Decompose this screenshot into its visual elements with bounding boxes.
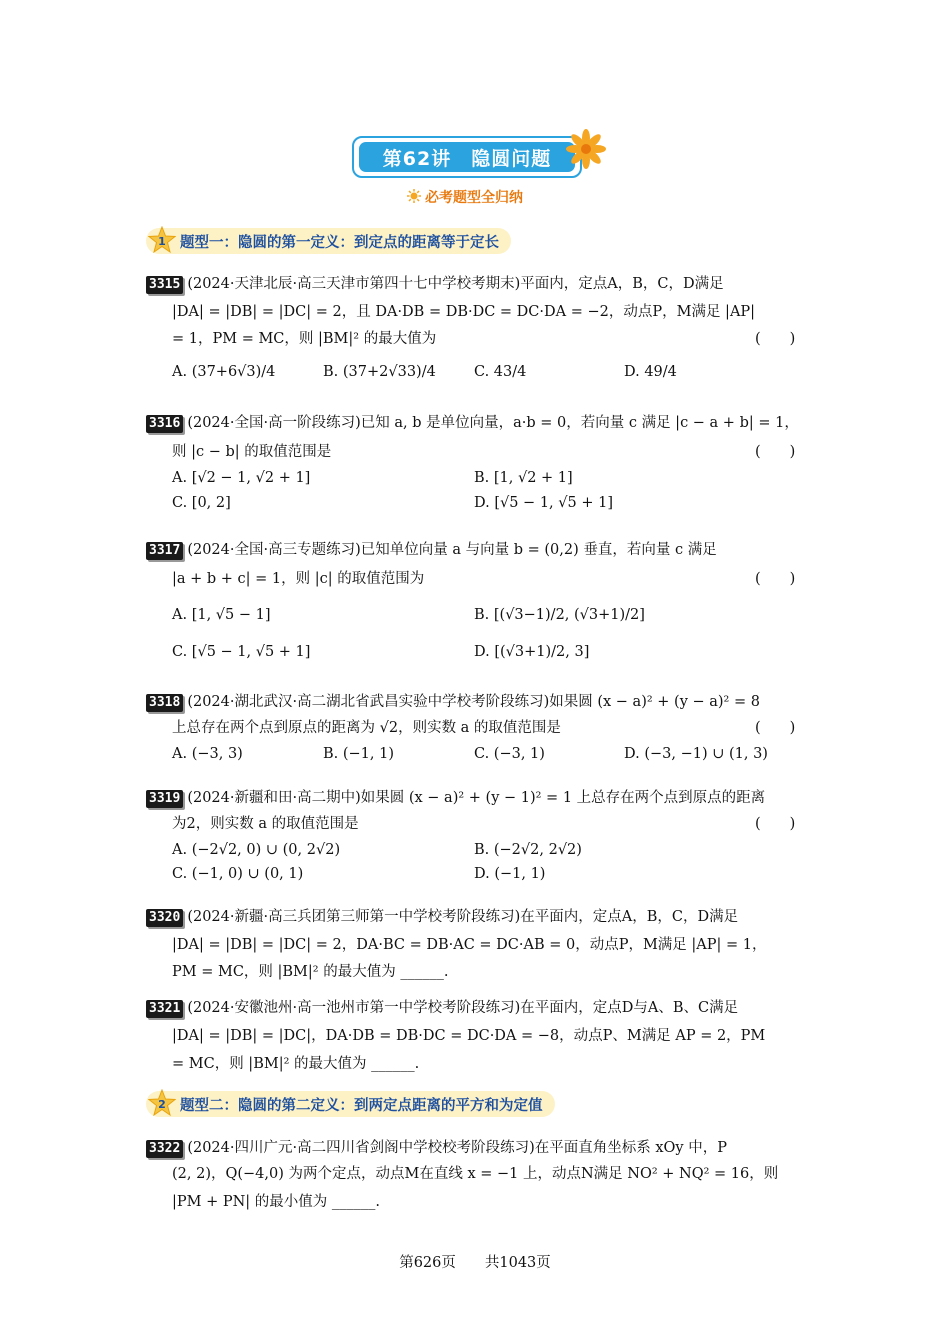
- option-a: A. [√2 − 1, √2 + 1]: [172, 470, 311, 486]
- section-1-title: 题型一：隐圆的第一定义：到定点的距离等于定长: [180, 234, 499, 251]
- question-3317-line-2: |a + b + c| = 1，则 |c| 的取值范围为: [172, 571, 425, 587]
- question-number: 3316: [146, 415, 183, 433]
- option-c: C. [√5 − 1, √5 + 1]: [172, 644, 311, 660]
- star-number-icon: [148, 1089, 176, 1117]
- section-2-number: 2: [158, 1098, 166, 1111]
- flower-icon: [565, 128, 607, 170]
- option-c: C. (−3, 1): [474, 746, 545, 762]
- option-b: B. (−1, 1): [323, 746, 395, 762]
- option-b: B. (37+2√33)/4: [323, 364, 436, 380]
- question-number: 3317: [146, 542, 183, 560]
- option-d: D. [√5 − 1, √5 + 1]: [474, 495, 613, 511]
- answer-paren: ( ): [755, 444, 796, 460]
- question-3319-line-1: 3319 (2024·新疆和田·高二期中)如果圆 (x − a)² + (y − 1)² = 1 上总存在两个点到原点的距离: [146, 786, 765, 808]
- question-number: 3315: [146, 276, 183, 294]
- question-3320-line-1: 3320 (2024·新疆·高三兵团第三师第一中学校考阶段练习)在平面内，定点A，B，C，D满足: [146, 905, 738, 927]
- option-d: D. [(√3+1)/2, 3]: [474, 644, 590, 660]
- question-3321-line-1: 3321 (2024·安徽池州·高一池州市第一中学校考阶段练习)在平面内，定点D与A、B、C满足: [146, 996, 738, 1018]
- question-3317-line-1: 3317 (2024·全国·高三专题练习)已知单位向量 a 与向量 b = (0,2) 垂直，若向量 c 满足: [146, 538, 717, 560]
- question-3320-line-2: |DA| = |DB| = |DC| = 2，DA·BC = DB·AC = DC·AB = 0，动点P，M满足 |AP| = 1，: [172, 937, 767, 953]
- question-3315-line-3: = 1，PM = MC，则 |BM|² 的最大值为: [172, 331, 437, 347]
- option-c: C. (−1, 0) ∪ (0, 1): [172, 866, 304, 882]
- question-3321-line-3: = MC，则 |BM|² 的最大值为 ______.: [172, 1056, 420, 1072]
- question-3318-line-1: 3318 (2024·湖北武汉·高二湖北省武昌实验中学校考阶段练习)如果圆 (x − a)² + (y − a)² = 8: [146, 690, 760, 712]
- star-number-icon: [148, 226, 176, 254]
- question-number: 3320: [146, 909, 183, 927]
- question-3316-line-1: 3316 (2024·全国·高一阶段练习)已知 a, b 是单位向量，a·b = 0，若向量 c 满足 |c − a + b| = 1，: [146, 411, 799, 433]
- option-b: B. [1, √2 + 1]: [474, 470, 573, 486]
- question-number: 3321: [146, 1000, 183, 1018]
- question-3322-line-2: (2, 2)，Q(−4,0) 为两个定点，动点M在直线 x = −1 上，动点N满足 NO² + NQ² = 16，则: [172, 1166, 779, 1182]
- section-2-header: [146, 1091, 555, 1117]
- option-d: D. 49/4: [624, 364, 677, 380]
- question-3315-line-1: 3315 (2024·天津北辰·高三天津市第四十七中学校考期末)平面内，定点A，B，C，D满足: [146, 272, 724, 294]
- option-b: B. [(√3−1)/2, (√3+1)/2]: [474, 607, 645, 623]
- answer-paren: ( ): [755, 720, 796, 736]
- option-c: C. [0, 2]: [172, 495, 231, 511]
- question-3322-line-1: 3322 (2024·四川广元·高二四川省剑阁中学校校考阶段练习)在平面直角坐标系 xOy 中，P: [146, 1136, 727, 1158]
- sun-icon: [407, 189, 421, 203]
- answer-paren: ( ): [755, 331, 796, 347]
- question-3316-line-2: 则 |c − b| 的取值范围是: [172, 444, 332, 460]
- question-3319-line-2: 为2，则实数 a 的取值范围是: [172, 816, 359, 832]
- option-b: B. (−2√2, 2√2): [474, 842, 582, 858]
- option-d: D. (−3, −1) ∪ (1, 3): [624, 746, 768, 762]
- section-1-header: [146, 228, 511, 254]
- section-1-number: 1: [158, 235, 166, 248]
- question-3320-line-3: PM = MC，则 |BM|² 的最大值为 ______.: [172, 964, 449, 980]
- subtitle: 必考题型全归纳: [425, 190, 523, 206]
- question-3315-line-2: |DA| = |DB| = |DC| = 2，且 DA·DB = DB·DC = DC·DA = −2，动点P，M满足 |AP|: [172, 304, 756, 320]
- option-a: A. (−3, 3): [172, 746, 243, 762]
- section-2-title: 题型二：隐圆的第二定义：到两定点距离的平方和为定值: [180, 1097, 543, 1114]
- option-a: A. (−2√2, 0) ∪ (0, 2√2): [172, 842, 341, 858]
- option-a: A. [1, √5 − 1]: [172, 607, 271, 623]
- question-number: 3319: [146, 790, 183, 808]
- page-footer: 第626页 共1043页: [399, 1255, 551, 1271]
- option-c: C. 43/4: [474, 364, 527, 380]
- option-d: D. (−1, 1): [474, 866, 546, 882]
- answer-paren: ( ): [755, 816, 796, 832]
- answer-paren: ( ): [755, 571, 796, 587]
- question-3321-line-2: |DA| = |DB| = |DC|，DA·DB = DB·DC = DC·DA = −8，动点P、M满足 AP = 2，PM: [172, 1028, 766, 1044]
- question-number: 3322: [146, 1140, 183, 1158]
- question-3322-line-3: |PM + PN| 的最小值为 ______.: [172, 1194, 381, 1210]
- chapter-title-box: [352, 136, 582, 178]
- question-number: 3318: [146, 694, 183, 712]
- option-a: A. (37+6√3)/4: [172, 364, 276, 380]
- question-3318-line-2: 上总存在两个点到原点的距离为 √2，则实数 a 的取值范围是: [172, 720, 561, 736]
- chapter-title: 第62讲 隐圆问题: [359, 142, 575, 172]
